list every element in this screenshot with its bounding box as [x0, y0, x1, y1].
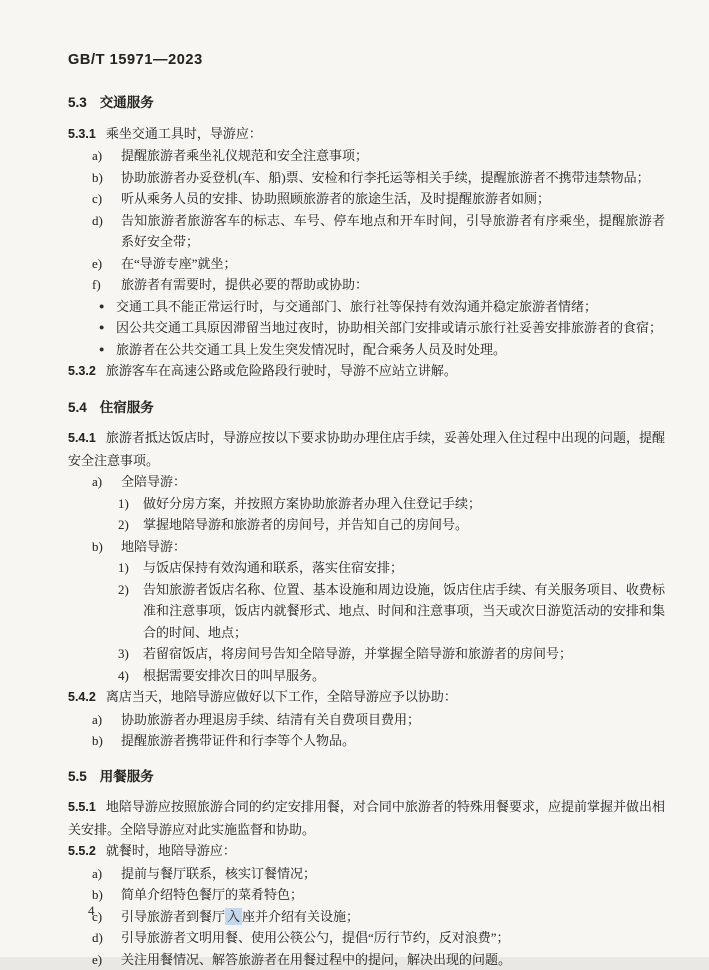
- clause-text: 地陪导游应按照旅游合同的约定安排用餐，对合同中旅游者的特殊用餐要求，应提前掌握并做出相关安排。全陪导游应对此实施监督和协助。: [68, 799, 665, 837]
- item-label: c): [92, 906, 121, 928]
- item-label: 1): [118, 557, 143, 579]
- item-label: 4): [118, 665, 143, 687]
- page-number: 4: [88, 903, 95, 919]
- clause: [68, 360, 665, 383]
- clause-text: 旅游客车在高速公路或危险路段行驶时，导游不应站立讲解。: [106, 363, 457, 378]
- item-label: a): [92, 863, 121, 885]
- item-text: 若留宿饭店，将房间号告知全陪导游，并掌握全陪导游和旅游者的房间号；: [143, 643, 665, 665]
- item-text: 提醒旅游者携带证件和行李等个人物品。: [121, 730, 665, 752]
- section-title: 交通服务: [100, 95, 154, 110]
- item-label: 2): [118, 579, 143, 644]
- selection-highlight: 入: [225, 908, 242, 925]
- section-number: 5.3: [68, 95, 87, 110]
- item-text: 引导旅游者文明用餐、使用公筷公勺，提倡“厉行节约，反对浪费”；: [121, 927, 665, 949]
- clause-number: 5.4.1: [68, 431, 96, 445]
- sub-list-item: [118, 493, 665, 515]
- list-item: [92, 709, 665, 731]
- list-item: [92, 188, 665, 210]
- item-text: 告知旅游者饭店名称、位置、基本设施和周边设施，饭店住店手续、有关服务项目、收费标准和注意事项，饭店内就餐形式、地点、时间和注意事项，当天或次日游览活动的安排和集合的时间、地点；: [143, 579, 665, 644]
- list-item: [92, 949, 665, 970]
- item-text: 掌握地陪导游和旅游者的房间号，并告知自己的房间号。: [143, 514, 665, 536]
- item-text: 简单介绍特色餐厅的菜肴特色；: [121, 884, 665, 906]
- item-text: 旅游者在公共交通工具上发生突发情况时，配合乘务人员及时处理。: [116, 339, 665, 361]
- item-label: f): [92, 274, 121, 296]
- item-text: 做好分房方案，并按照方案协助旅游者办理入住登记手续；: [143, 493, 665, 515]
- item-label: 2): [118, 514, 143, 536]
- section-heading: [68, 766, 665, 788]
- clause-text: 乘坐交通工具时，导游应：: [106, 126, 262, 141]
- list-item: [92, 210, 665, 253]
- item-text: 根据需要安排次日的叫早服务。: [143, 665, 665, 687]
- clause-number: 5.5.1: [68, 800, 96, 814]
- item-label: a): [92, 709, 121, 731]
- item-text-post: 座并介绍有关设施；: [242, 909, 359, 924]
- item-label: b): [92, 884, 121, 906]
- sub-list-item: [118, 557, 665, 579]
- item-text-pre: 引导旅游者到餐厅: [121, 909, 225, 924]
- sub-list-item: [118, 514, 665, 536]
- clause: [68, 123, 665, 146]
- item-text: 协助旅游者办理退房手续、结清有关自费项目费用；: [121, 709, 665, 731]
- item-text: 听从乘务人员的安排、协助照顾旅游者的旅途生活，及时提醒旅游者如厕；: [121, 188, 665, 210]
- bullet-icon: ●: [99, 296, 116, 318]
- item-text: 告知旅游者旅游客车的标志、车号、停车地点和开车时间，引导旅游者有序乘坐，提醒旅游者系好安全带；: [121, 210, 665, 253]
- item-label: 3): [118, 643, 143, 665]
- clause-number: 5.3.2: [68, 364, 96, 378]
- clause: [68, 686, 665, 709]
- bullet-item: [99, 317, 665, 339]
- item-label: d): [92, 927, 121, 949]
- item-text: 关注用餐情况、解答旅游者在用餐过程中的提问，解决出现的问题。: [121, 949, 665, 970]
- item-text: 因公共交通工具原因滞留当地过夜时，协助相关部门安排或请示旅行社妥善安排旅游者的食宿；: [116, 317, 665, 339]
- item-label: b): [92, 730, 121, 752]
- clause-text: 就餐时，地陪导游应：: [106, 843, 236, 858]
- list-item: [92, 274, 665, 296]
- section-title: 用餐服务: [100, 769, 154, 784]
- item-text: 与饭店保持有效沟通和联系，落实住宿安排；: [143, 557, 665, 579]
- item-text: 提醒旅游者乘坐礼仪规范和安全注意事项；: [121, 145, 665, 167]
- item-text: 协助旅游者办妥登机(车、船)票、安检和行李托运等相关手续，提醒旅游者不携带违禁物品；: [121, 167, 665, 189]
- section-number: 5.4: [68, 400, 87, 415]
- clause-text: 旅游者抵达饭店时，导游应按以下要求协助办理住店手续，妥善处理入住过程中出现的问题，提醒安全注意事项。: [68, 430, 665, 468]
- sub-list-item: [118, 579, 665, 644]
- item-text: 交通工具不能正常运行时，与交通部门、旅行社等保持有效沟通并稳定旅游者情绪；: [116, 296, 665, 318]
- list-item: [92, 863, 665, 885]
- list-item: [92, 536, 665, 558]
- item-label: d): [92, 210, 121, 253]
- bullet-item: [99, 339, 665, 361]
- item-text: 全陪导游：: [121, 471, 665, 493]
- bullet-icon: ●: [99, 317, 116, 339]
- item-label: 1): [118, 493, 143, 515]
- sub-list-item: [118, 665, 665, 687]
- sub-list-item: [118, 643, 665, 665]
- list-item: [92, 167, 665, 189]
- clause: [68, 840, 665, 863]
- item-label: b): [92, 167, 121, 189]
- list-item: [92, 906, 665, 928]
- list-item: [92, 145, 665, 167]
- list-item: [92, 927, 665, 949]
- section-number: 5.5: [68, 769, 87, 784]
- item-label: a): [92, 145, 121, 167]
- list-item: [92, 253, 665, 275]
- list-item: [92, 884, 665, 906]
- list-item: [92, 471, 665, 493]
- item-text: 在“导游专座”就坐；: [121, 253, 665, 275]
- item-text: 地陪导游：: [121, 536, 665, 558]
- item-label: b): [92, 536, 121, 558]
- section-heading: [68, 92, 665, 114]
- clause-number: 5.5.2: [68, 844, 96, 858]
- clause-number: 5.4.2: [68, 690, 96, 704]
- item-label: c): [92, 188, 121, 210]
- section-title: 住宿服务: [100, 400, 154, 415]
- item-text: 提前与餐厅联系，核实订餐情况；: [121, 863, 665, 885]
- standard-number-header: GB/T 15971—2023: [68, 52, 665, 68]
- item-text: 旅游者有需要时，提供必要的帮助或协助：: [121, 274, 665, 296]
- clause-text: 离店当天，地陪导游应做好以下工作，全陪导游应予以协助：: [106, 689, 457, 704]
- clause: [68, 796, 665, 840]
- item-label: e): [92, 253, 121, 275]
- clause: [68, 427, 665, 471]
- bullet-item: [99, 296, 665, 318]
- clause-number: 5.3.1: [68, 127, 96, 141]
- item-label: a): [92, 471, 121, 493]
- section-heading: [68, 397, 665, 419]
- list-item: [92, 730, 665, 752]
- bullet-icon: ●: [99, 339, 116, 361]
- item-text: [121, 906, 665, 928]
- item-label: e): [92, 949, 121, 970]
